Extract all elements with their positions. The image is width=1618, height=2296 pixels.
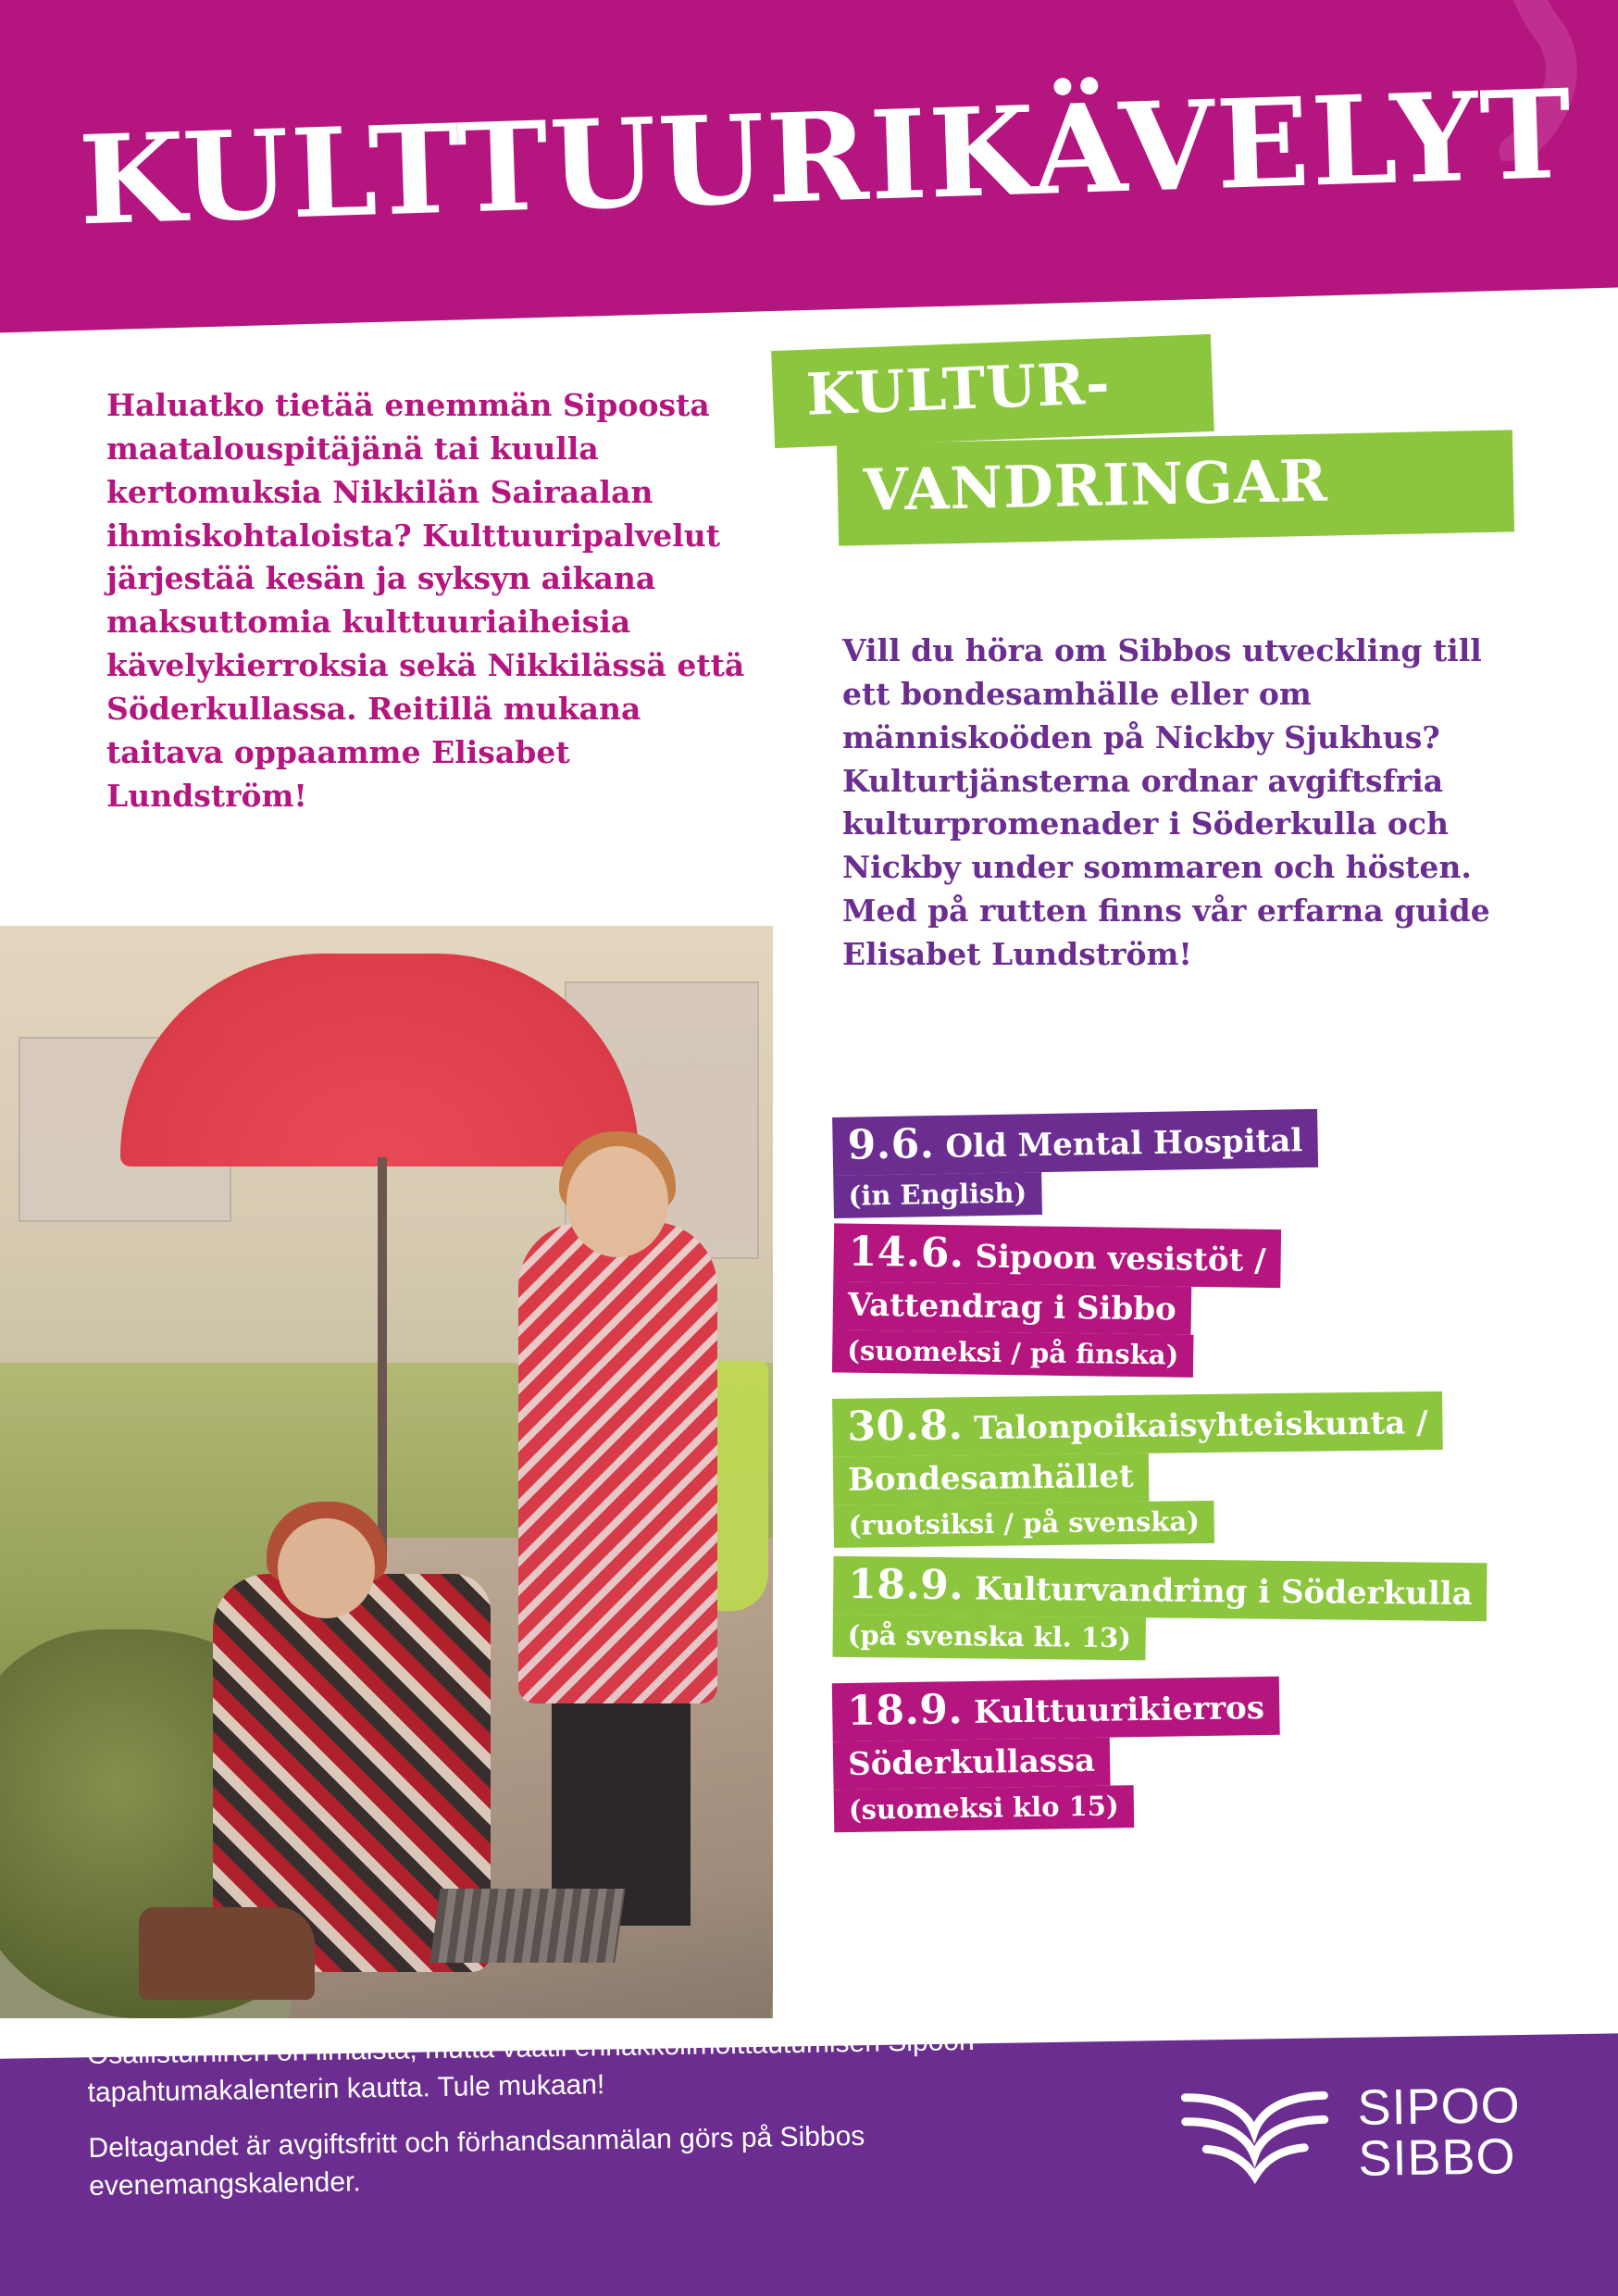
- sipoo-wave-logo-icon: [1177, 2078, 1335, 2192]
- event-title-line2: Söderkullassa: [833, 1738, 1111, 1791]
- event-note: (suomeksi klo 15): [834, 1785, 1134, 1832]
- footer-text-finnish: Osallistuminen on ilmaista, mutta vaatii ennakkoilmoittautumisen Sipoon tapahtumakalenterin kautta. Tule mukaan!: [86, 2026, 975, 2109]
- subtitle-swedish-line2-text: VANDRINGAR: [863, 446, 1329, 525]
- event-headline: [832, 1677, 1280, 1742]
- event-date: 9.6.: [847, 1120, 935, 1169]
- event-headline: [833, 1223, 1281, 1288]
- footer-text: [87, 2021, 1034, 2206]
- subtitle-swedish-line2: [837, 430, 1514, 545]
- event-date: 30.8.: [847, 1402, 964, 1451]
- event-list: [833, 1111, 1574, 1843]
- subtitle-swedish-line1-text: KULTUR-: [804, 349, 1112, 429]
- intro-paragraph-swedish: Vill du höra om Sibbos utveckling till ett bondesamhälle eller om människoöden på Nickby Sjukhus? Kulturtjänsterna ordnar avgiftsfria kulturpromenader i Söderkulla och Nickby under sommaren och hösten. Med på rutten finns vår erfarna guide Elisabet Lundström!: [842, 632, 1490, 973]
- footer-text-swedish: Deltagandet är avgiftsfritt och förhandsanmälan görs på Sibbos evenemangskalender.: [88, 2121, 865, 2202]
- logo-wordmark: [1357, 2080, 1522, 2185]
- logo-wordmark-line1: SIPOO: [1357, 2078, 1522, 2136]
- event-date: 18.9.: [846, 1686, 964, 1736]
- event-title: Talonpoikaisyhteiskunta /: [963, 1404, 1428, 1448]
- event-item[interactable]: [832, 1104, 1574, 1218]
- event-item[interactable]: [832, 1223, 1574, 1382]
- event-date: 18.9.: [848, 1560, 965, 1610]
- photo-umbrella-women: [0, 926, 773, 2018]
- event-note: (på svenska kl. 13): [832, 1615, 1146, 1661]
- event-headline: [832, 1391, 1443, 1457]
- photo-color-tint: [0, 926, 773, 2018]
- event-note: (ruotsiksi / på svenska): [833, 1501, 1214, 1548]
- event-item[interactable]: [832, 1390, 1574, 1548]
- event-headline: [832, 1109, 1318, 1176]
- page-title: KULTTUURIKÄVELYT: [76, 62, 1575, 254]
- event-headline: [833, 1556, 1487, 1621]
- subtitle-swedish-line1: [771, 334, 1214, 448]
- event-item[interactable]: [832, 1556, 1574, 1665]
- event-date: 14.6.: [848, 1228, 965, 1278]
- event-item[interactable]: [832, 1672, 1574, 1833]
- event-title: Sipoon vesistöt /: [964, 1238, 1266, 1279]
- event-note: (in English): [833, 1172, 1041, 1218]
- event-title: Old Mental Hospital: [934, 1122, 1303, 1167]
- logo-wordmark-line2: SIBBO: [1357, 2128, 1516, 2187]
- event-title-line2: Bondesamhället: [833, 1454, 1149, 1505]
- event-title: Kulttuurikierros: [962, 1689, 1265, 1732]
- event-title-line2: Vattendrag i Sibbo: [833, 1281, 1192, 1334]
- event-title: Kulturvandring i Söderkulla: [964, 1570, 1473, 1614]
- event-note: (suomeksi / på finska): [832, 1329, 1194, 1377]
- intro-paragraph-finnish: Haluatko tietää enemmän Sipoosta maatalouspitäjänä tai kuulla kertomuksia Nikkilän Sairaalan ihmiskohtaloista? Kulttuuripalvelut järjestää kesän ja syksyn aikana maksuttomia kulttuuriaiheisia kävelykierroksia sekä Nikkilässä että Söderkullassa. Reitillä mukana taitava oppaamme Elisabet Lundström!: [106, 387, 745, 814]
- organisation-logo: [1177, 2076, 1522, 2192]
